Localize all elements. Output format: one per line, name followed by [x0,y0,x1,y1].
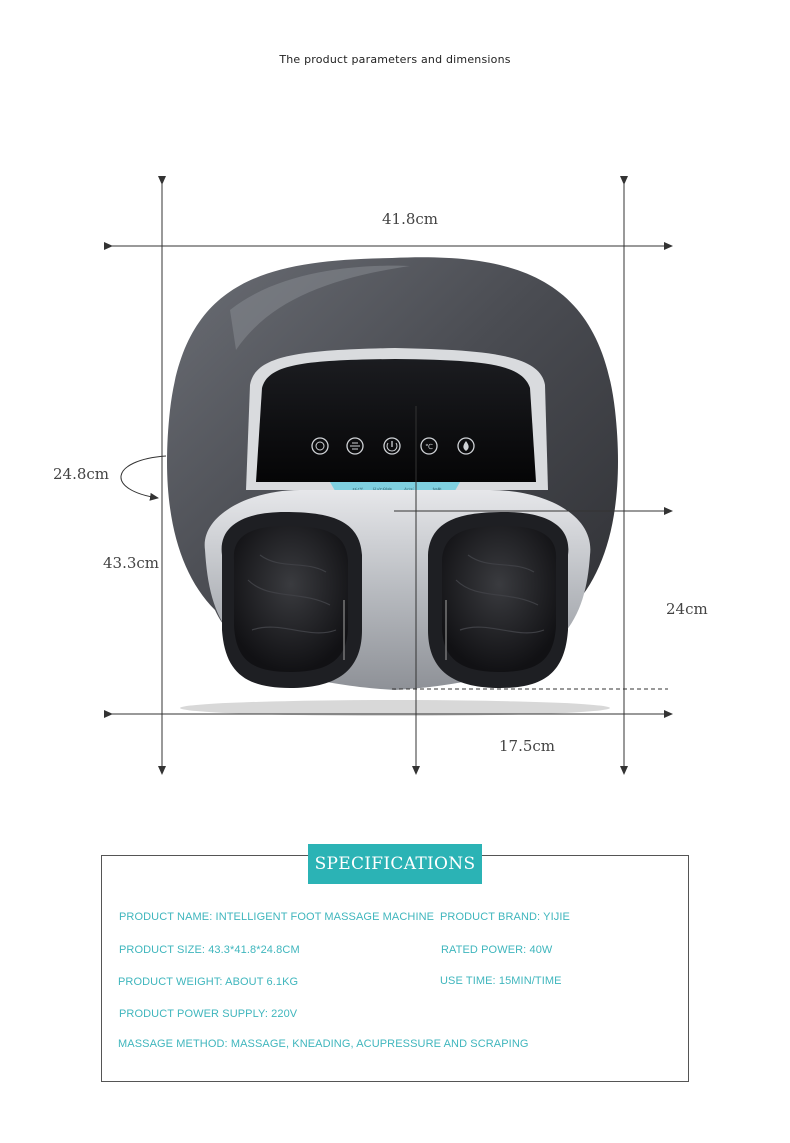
height-label: 43.3cm [103,554,160,572]
product-dimension-diagram [0,160,790,800]
width-label: 41.8cm [382,210,439,228]
depth-label: 24.8cm [53,465,110,483]
spec-product-weight: PRODUCT WEIGHT: ABOUT 6.1KG [118,976,299,988]
svg-text:℃: ℃ [425,443,433,451]
inner-width-label: 17.5cm [499,737,556,755]
page-title: The product parameters and dimensions [279,53,511,66]
control-panel [256,359,536,482]
depth-curved-arrow [121,456,166,498]
spec-product-name: PRODUCT NAME: INTELLIGENT FOOT MASSAGE MACHINE [119,911,435,923]
foot-massager-illustration [0,160,790,800]
spec-product-brand: PRODUCT BRAND: YIJIE [440,911,570,923]
spec-use-time: USE TIME: 15MIN/TIME [440,975,562,987]
spec-massage-method: MASSAGE METHOD: MASSAGE, KNEADING, ACUPRESSURE AND SCRAPING [118,1038,529,1050]
specifications-title: SPECIFICATIONS [308,844,482,884]
spec-product-size: PRODUCT SIZE: 43.3*41.8*24.8CM [119,944,300,956]
spec-rated-power: RATED POWER: 40W [441,944,553,956]
inner-height-label: 24cm [666,600,708,618]
spec-power-supply: PRODUCT POWER SUPPLY: 220V [119,1008,298,1020]
